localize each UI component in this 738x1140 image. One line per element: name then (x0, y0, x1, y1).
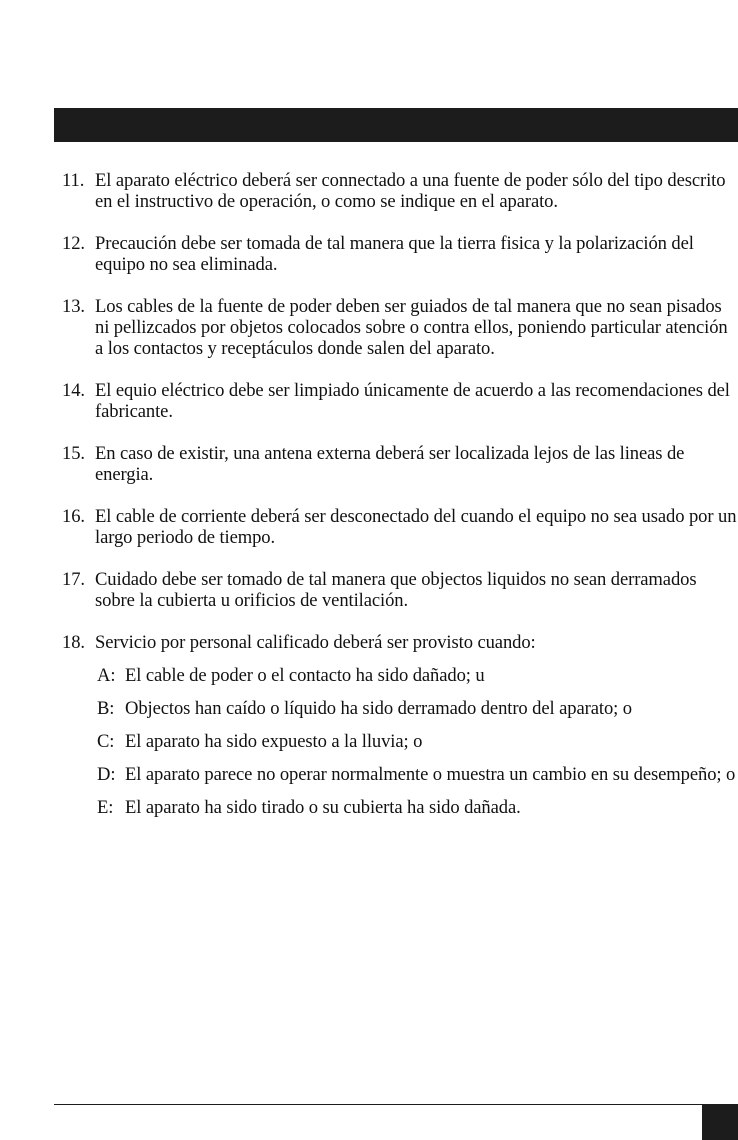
footer-tab (702, 1104, 738, 1140)
sub-item-d (97, 764, 738, 785)
list-item-16 (62, 506, 738, 548)
item-text: El aparato eléctrico deberá ser connectado a una fuente de poder sólo del tipo descrito en el instructivo de operación, o como se indique en el aparato. (95, 170, 726, 212)
sub-item-text: El aparato ha sido expuesto a la lluvia; o (125, 731, 423, 752)
list-item-15 (62, 443, 738, 485)
item-text: Cuidado debe ser tomado de tal manera que objectos liquidos no sean derramados sobre la cubierta u orificios de ventilación. (95, 569, 697, 611)
list-item-12 (62, 233, 738, 275)
item-number: 14. (62, 380, 85, 401)
item-number: 16. (62, 506, 85, 527)
item-number: 18. (62, 632, 85, 653)
item-number: 13. (62, 296, 85, 317)
sub-item-c (97, 731, 738, 752)
sub-item-letter: D: (97, 764, 116, 785)
sub-item-text: Objectos han caído o líquido ha sido derramado dentro del aparato; o (125, 698, 632, 719)
item-text: Precaución debe ser tomada de tal manera que la tierra fisica y la polarización del equipo no sea eliminada. (95, 233, 694, 275)
sub-item-text: El aparato ha sido tirado o su cubierta ha sido dañada. (125, 797, 521, 818)
sub-item-a (97, 665, 738, 686)
list-item-18 (62, 632, 738, 653)
sub-item-letter: A: (97, 665, 116, 686)
list-item-17 (62, 569, 738, 611)
item-text: En caso de existir, una antena externa deberá ser localizada lejos de las lineas de energia. (95, 443, 685, 485)
header-bar (54, 108, 738, 142)
list-item-11 (62, 170, 738, 212)
sub-item-b (97, 698, 738, 719)
sub-list (62, 665, 738, 818)
item-number: 11. (62, 170, 85, 191)
sub-item-letter: E: (97, 797, 114, 818)
sub-item-text: El aparato parece no operar normalmente o muestra un cambio en su desempeño; o (125, 764, 736, 785)
item-number: 12. (62, 233, 85, 254)
list-item-13 (62, 296, 738, 359)
sub-item-text: El cable de poder o el contacto ha sido dañado; u (125, 665, 485, 686)
item-number: 17. (62, 569, 85, 590)
item-text: Los cables de la fuente de poder deben ser guiados de tal manera que no sean pisados ni pellizcados por objetos colocados sobre o contra ellos, poniendo particular atención a los contactos y receptáculos donde salen del aparato. (95, 296, 728, 359)
sub-item-letter: B: (97, 698, 115, 719)
item-text: El equio eléctrico debe ser limpiado únicamente de acuerdo a las recomendaciones del fabricante. (95, 380, 730, 422)
item-text: Servicio por personal calificado deberá ser provisto cuando: (95, 632, 536, 653)
sub-item-e (97, 797, 738, 818)
footer-rule (54, 1104, 738, 1105)
item-number: 15. (62, 443, 85, 464)
sub-item-letter: C: (97, 731, 115, 752)
list-item-14 (62, 380, 738, 422)
instructions-list (62, 170, 738, 830)
item-text: El cable de corriente deberá ser desconectado del cuando el equipo no sea usado por un largo periodo de tiempo. (95, 506, 737, 548)
